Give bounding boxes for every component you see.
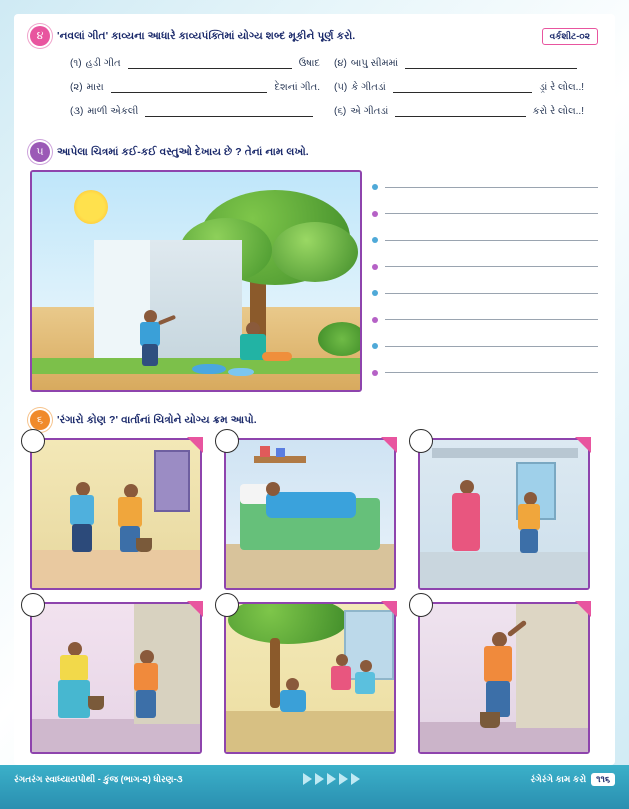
question-prompt: 'રંગારો કોણ ?' વાર્તાનાં ચિત્રોને યોગ્ય ક્રમ આપો. <box>57 413 257 426</box>
story-illustration <box>418 602 590 754</box>
blank-input[interactable] <box>145 106 313 117</box>
child-body <box>331 666 351 690</box>
write-line[interactable] <box>385 346 598 347</box>
boy-legs <box>142 344 158 366</box>
item-text-before: એ ગીતડાં <box>350 106 389 117</box>
item-text-after: ડ્રાં રે લોલ..! <box>539 82 584 93</box>
ceiling-beam <box>432 448 578 458</box>
answer-line[interactable] <box>372 333 598 360</box>
floor <box>420 552 588 588</box>
boy-legs <box>72 524 92 552</box>
blank-input[interactable] <box>405 58 577 69</box>
wall-shelf <box>254 456 306 463</box>
boy-legs <box>136 690 156 718</box>
footer-right <box>531 773 616 786</box>
floor <box>32 550 200 588</box>
item-number: (૬) <box>334 106 347 117</box>
story-illustration <box>30 602 202 754</box>
write-line[interactable] <box>385 213 598 214</box>
fish-decoration <box>192 364 226 374</box>
bullet-icon <box>372 317 378 323</box>
shelf-item <box>260 446 270 457</box>
question-number-badge: ૪ <box>30 26 50 46</box>
item-text-before: બાપુ સીમમાં <box>350 58 399 69</box>
fish-decoration <box>228 368 254 376</box>
fill-item[interactable] <box>334 82 584 93</box>
boy-head <box>76 482 90 496</box>
item-text-before: કે ગીતડાં <box>351 82 386 93</box>
item-number: (૫) <box>334 82 348 93</box>
story-cell <box>418 438 590 590</box>
seated-boy-body <box>280 690 306 712</box>
painter-body <box>484 646 512 682</box>
item-text-after: ઉષાદ <box>298 58 320 69</box>
order-circle[interactable] <box>21 429 45 453</box>
woman-saree <box>452 493 480 551</box>
write-line[interactable] <box>385 240 598 241</box>
answer-lines <box>372 170 598 392</box>
question-prompt: આપેલા ચિત્રમાં કઈ-કઈ વસ્તુઓ દેખાય છે ? તેનાં નામ લખો. <box>57 145 309 158</box>
question-number-badge: ૫ <box>30 142 50 162</box>
boy2-head <box>124 484 138 498</box>
story-illustration <box>418 438 590 590</box>
page-footer <box>0 765 629 809</box>
ground <box>226 711 394 752</box>
woman-blouse <box>60 655 88 681</box>
bush <box>318 322 362 356</box>
story-cell <box>224 602 396 754</box>
order-circle[interactable] <box>215 429 239 453</box>
item-text-before: હડી ગીત <box>85 58 121 69</box>
story-cell <box>30 602 202 754</box>
write-line[interactable] <box>385 266 598 267</box>
bullet-icon <box>372 343 378 349</box>
blank-input[interactable] <box>128 58 292 69</box>
boy-body <box>140 322 160 346</box>
order-circle[interactable] <box>409 593 433 617</box>
boy-body <box>70 495 94 525</box>
section-4 <box>30 26 598 117</box>
story-cell <box>30 438 202 590</box>
wall-panel <box>516 604 588 728</box>
item-number: (૨) <box>70 82 83 93</box>
woman-head <box>460 480 474 494</box>
boy-legs <box>520 529 538 553</box>
blanket <box>266 492 356 518</box>
footer-arrows-icon <box>303 773 360 785</box>
fill-item[interactable] <box>70 106 320 117</box>
item-number: (૧) <box>70 58 82 69</box>
section-6-header <box>30 410 598 430</box>
story-cell <box>418 602 590 754</box>
blank-input[interactable] <box>395 106 525 117</box>
item-number: (૪) <box>334 58 347 69</box>
story-cell <box>224 438 396 590</box>
order-circle[interactable] <box>21 593 45 617</box>
paint-bucket <box>480 712 500 728</box>
write-line[interactable] <box>385 293 598 294</box>
footer-content <box>14 769 615 789</box>
question-prompt: 'નવલાં ગીત' કાવ્યના આધારે કાવ્યપંક્તિમાં યોગ્ય શબ્દ મૂકીને પૂર્ણ કરો. <box>57 29 356 42</box>
bullet-icon <box>372 237 378 243</box>
bullet-icon <box>372 211 378 217</box>
bullet-icon <box>372 370 378 376</box>
item-text-before: માળી એકલી <box>87 106 139 117</box>
bullet-icon <box>372 184 378 190</box>
bucket <box>136 538 152 552</box>
woman-saree <box>58 680 90 718</box>
sleeping-boy-head <box>266 482 280 496</box>
tree-foliage <box>272 222 358 282</box>
fill-item[interactable] <box>70 82 320 93</box>
fill-item[interactable] <box>334 106 584 117</box>
child-head <box>336 654 348 666</box>
story-illustration <box>224 602 396 754</box>
section-4-header <box>30 26 598 46</box>
write-line[interactable] <box>385 319 598 320</box>
sun-icon <box>74 190 108 224</box>
item-number: (૩) <box>70 106 84 117</box>
floor <box>32 719 200 752</box>
order-circle[interactable] <box>215 593 239 617</box>
write-line[interactable] <box>385 187 598 188</box>
bucket <box>88 696 104 710</box>
blank-input[interactable] <box>111 82 268 93</box>
answer-line[interactable] <box>372 174 598 201</box>
footer-book-title: રંગતરંગ સ્વાધ્યાયપોથી - કુંજ (ભાગ-૨) ધોરણ-૩ <box>14 773 183 784</box>
fill-in-the-blanks-grid <box>70 58 598 117</box>
answer-line[interactable] <box>372 201 598 228</box>
person-legs <box>262 352 292 361</box>
worksheet-tag: વર્કશીટ-૦૨ <box>542 28 598 45</box>
fill-item[interactable] <box>70 58 320 69</box>
child2-body <box>355 672 375 694</box>
answer-line[interactable] <box>372 307 598 334</box>
section-5-header <box>30 142 598 162</box>
tree-trunk <box>270 638 280 708</box>
child2-head <box>360 660 372 672</box>
boy-body <box>518 504 540 530</box>
question-number-badge: ૬ <box>30 410 50 430</box>
fill-item[interactable] <box>334 58 584 69</box>
section-5 <box>30 142 598 392</box>
floor <box>226 544 394 588</box>
boy-head <box>140 650 154 664</box>
item-text-before: મારા <box>86 82 104 93</box>
painter-head <box>492 632 507 647</box>
boy2-body <box>118 497 142 527</box>
bullet-icon <box>372 264 378 270</box>
answer-line[interactable] <box>372 280 598 307</box>
woman-head <box>68 642 82 656</box>
story-illustration <box>30 438 202 590</box>
story-illustration <box>224 438 396 590</box>
footer-tagline: રંગેરંગે કામ કરો <box>530 773 587 784</box>
item-text-after: દેશનાં ગીત. <box>274 82 320 93</box>
scene-illustration <box>30 170 362 392</box>
answer-line[interactable] <box>372 227 598 254</box>
page-number: ૧૧૬ <box>591 773 615 786</box>
item-text-after: કરો રે લોલ..! <box>532 106 584 117</box>
blank-input[interactable] <box>393 82 533 93</box>
shelf-item <box>276 448 285 457</box>
door <box>154 450 190 512</box>
bullet-icon <box>372 290 378 296</box>
boy-body <box>134 663 158 691</box>
section-5-body <box>30 170 598 392</box>
order-circle[interactable] <box>409 429 433 453</box>
answer-line[interactable] <box>372 254 598 281</box>
section-6 <box>30 410 598 754</box>
answer-line[interactable] <box>372 360 598 387</box>
story-sequence-grid <box>30 438 598 754</box>
write-line[interactable] <box>385 372 598 373</box>
